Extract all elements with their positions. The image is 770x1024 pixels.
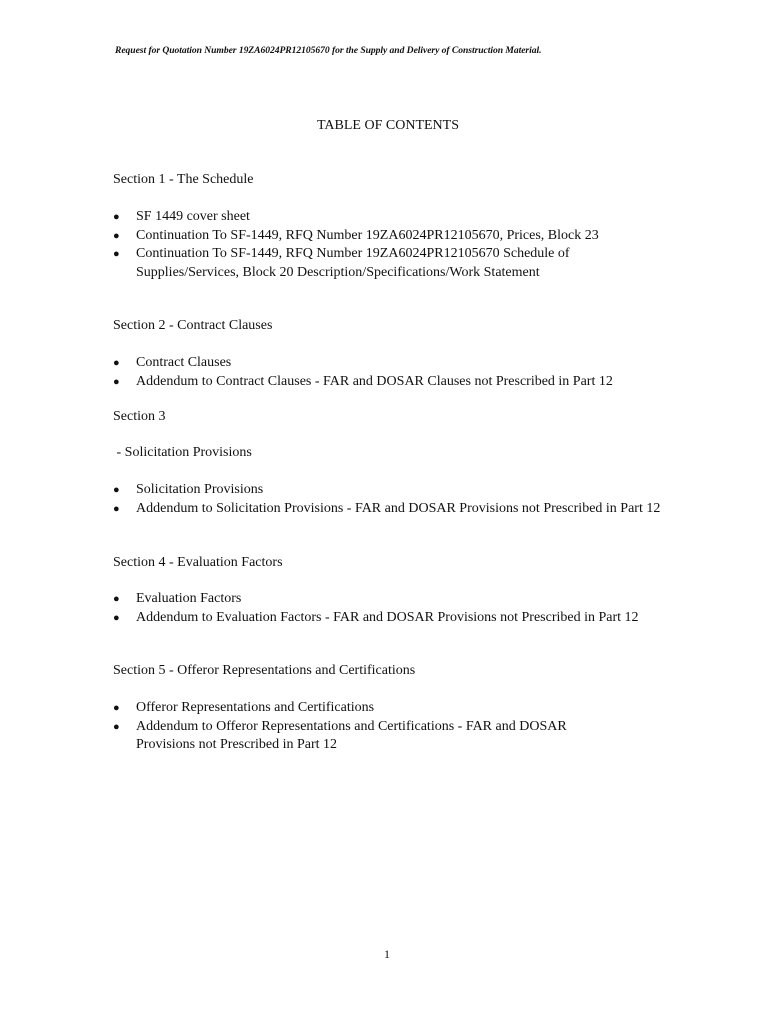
- section-4-heading: Section 4 - Evaluation Factors: [113, 555, 283, 570]
- list-item-text: Evaluation Factors: [136, 591, 242, 606]
- list-item-text: Continuation To SF-1449, RFQ Number 19ZA6024PR12105670, Prices, Block 23: [136, 227, 599, 243]
- list-item-text: Continuation To SF-1449, RFQ Number 19ZA6024PR12105670 Schedule of Supplies/Services, Block 20 Description/Specifications/Work Statement: [136, 246, 570, 280]
- list-item: [113, 354, 673, 373]
- list-item: [113, 373, 673, 392]
- list-item-text: Solicitation Provisions: [136, 482, 264, 497]
- bullet-dot-icon: ●: [113, 211, 120, 223]
- list-item: [113, 718, 613, 755]
- bullet-dot-icon: ●: [113, 248, 120, 260]
- section-3-subheading: - Solicitation Provisions: [113, 445, 252, 460]
- section-2-heading: Section 2 - Contract Clauses: [113, 318, 273, 333]
- list-item-text: Addendum to Offeror Representations and Certifications - FAR and DOSAR Provisions not Prescribed in Part 12: [136, 718, 567, 752]
- list-item: [113, 208, 673, 227]
- list-item: [113, 227, 673, 246]
- list-item: [113, 500, 661, 519]
- bullet-dot-icon: ●: [113, 702, 120, 714]
- list-item-text: Contract Clauses: [136, 355, 232, 370]
- page-number: 1: [384, 947, 390, 961]
- bullet-dot-icon: ●: [113, 484, 120, 496]
- toc-title: TABLE OF CONTENTS: [317, 118, 459, 133]
- bullet-dot-icon: ●: [113, 357, 120, 369]
- section-3-heading: Section 3: [113, 409, 166, 424]
- list-item: [113, 590, 673, 609]
- list-item: [113, 609, 643, 628]
- bullet-dot-icon: ●: [113, 229, 120, 242]
- bullet-dot-icon: ●: [113, 502, 120, 515]
- running-header: Request for Quotation Number 19ZA6024PR12105670 for the Supply and Delivery of Construction Material.: [115, 45, 542, 56]
- section-5-heading: Section 5 - Offeror Representations and Certifications: [113, 663, 416, 678]
- list-item-text: SF 1449 cover sheet: [136, 209, 250, 224]
- list-item-text: Addendum to Evaluation Factors - FAR and DOSAR Provisions not Prescribed in Part 12: [136, 609, 639, 625]
- list-item: [113, 245, 623, 282]
- section-1-heading: Section 1 - The Schedule: [113, 172, 254, 187]
- bullet-dot-icon: ●: [113, 375, 120, 388]
- list-item: [113, 481, 673, 500]
- list-item-text: Offeror Representations and Certifications: [136, 700, 375, 715]
- list-item-text: Addendum to Contract Clauses - FAR and DOSAR Clauses not Prescribed in Part 12: [136, 373, 613, 389]
- bullet-dot-icon: ●: [113, 611, 120, 624]
- bullet-dot-icon: ●: [113, 720, 120, 733]
- bullet-dot-icon: ●: [113, 593, 120, 605]
- list-item: [113, 699, 673, 718]
- list-item-text: Addendum to Solicitation Provisions - FAR and DOSAR Provisions not Prescribed in Part 12: [136, 500, 661, 516]
